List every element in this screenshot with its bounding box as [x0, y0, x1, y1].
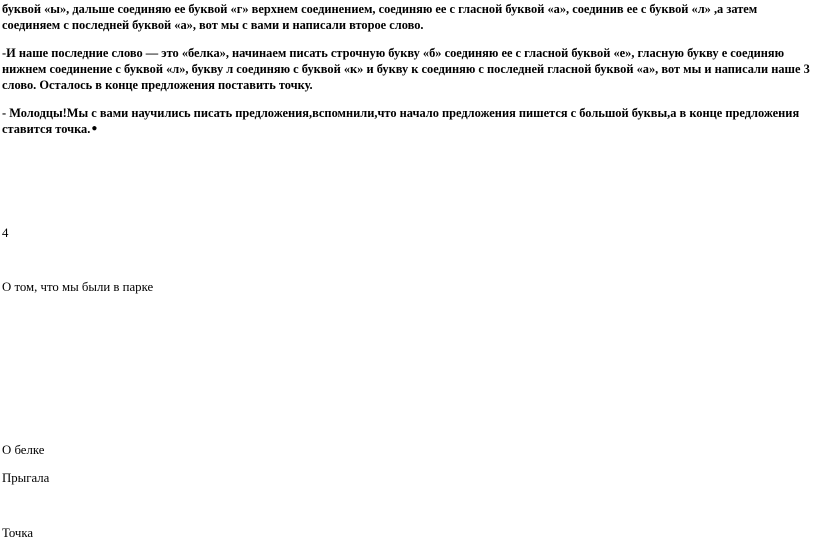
item-period: Точка	[2, 526, 34, 540]
item-park: О том, что мы были в парке	[2, 280, 154, 294]
paragraph-conclusion-text: - Молодцы!Мы с вами научились писать предложения,вспомнили,что начало предложения пишется с большой буквы,а в конце предложения ставится точка.	[2, 106, 800, 136]
item-squirrel: О белке	[2, 443, 45, 457]
paragraph-conclusion	[2, 105, 810, 137]
bullet-icon: ●	[91, 123, 98, 134]
item-jumped: Прыгала	[2, 471, 50, 485]
slide-number: 4	[2, 226, 9, 240]
paragraph-second-word: буквой «ы», дальше соединяю ее буквой «г» верхнем соединением, соединяю ее с гласной буквой «а», соединив ее с буквой «л» ,а затем соединяем с последней буквой «а», вот мы с вами и написали второе слово.	[2, 2, 758, 32]
paragraph-third-word: -И наше последние слово — это «белка», начинаем писать строчную букву «б» соединяю ее с гласной буквой «е», гласную букву е соединяю нижнем соединение с буквой «л», букву л соединяю с буквой «к» и букву к соединяю с последней гласной буквой «а», вот мы и написали наше 3 слово. Осталось в конце предложения поставить точку.	[2, 46, 810, 92]
